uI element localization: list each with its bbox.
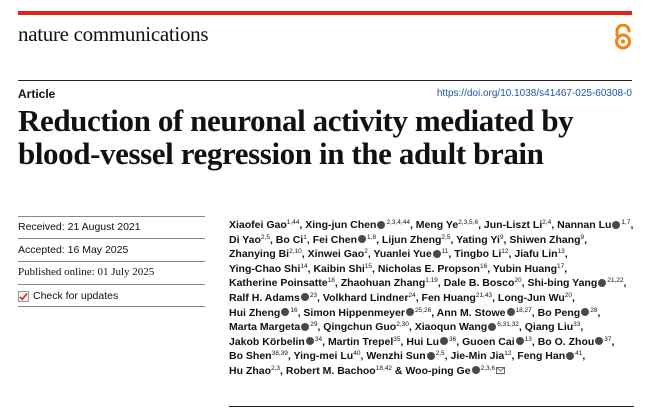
author-name[interactable] xyxy=(514,248,564,260)
author-name-text: Tingbo Li xyxy=(454,248,502,261)
author-name[interactable] xyxy=(462,336,532,348)
author-name-text: Long-Jun Wu xyxy=(497,291,565,304)
meta-divider xyxy=(18,284,205,285)
author-affiliation[interactable]: 21,22 xyxy=(607,277,624,285)
author-name[interactable] xyxy=(229,350,288,362)
author-name[interactable] xyxy=(444,277,522,289)
author-affiliation[interactable]: 18,42 xyxy=(375,364,393,372)
author-affiliation[interactable]: 1,8 xyxy=(367,233,377,241)
author-name-text: Hui Zheng xyxy=(229,306,281,319)
author-name[interactable] xyxy=(517,350,582,362)
author-affiliation[interactable]: 29 xyxy=(310,321,318,329)
check-updates-icon xyxy=(18,291,29,302)
author-name-text: Bo Ci xyxy=(275,233,304,246)
author-affiliation[interactable]: 35 xyxy=(393,335,401,343)
author-name[interactable] xyxy=(366,350,444,362)
author-name[interactable] xyxy=(498,292,572,304)
author-name-text: Meng Ye xyxy=(415,219,459,231)
author-name[interactable] xyxy=(456,234,503,246)
orcid-icon[interactable] xyxy=(612,221,620,229)
author-name-text: Bo Peng xyxy=(537,306,581,319)
open-access-icon[interactable] xyxy=(612,24,634,50)
orcid-icon[interactable] xyxy=(566,352,574,360)
author-affiliation[interactable]: 25,26 xyxy=(414,306,432,314)
author-name-text: Shiwen Zhang xyxy=(509,233,581,246)
author-name-text: Bo O. Zhou xyxy=(537,335,595,348)
orcid-icon[interactable] xyxy=(433,250,441,258)
author-name-text: Xiaoqun Wang xyxy=(414,321,488,334)
author-affiliation[interactable]: 2,5 xyxy=(435,350,445,358)
author-affiliation[interactable]: 16 xyxy=(290,306,298,314)
author-affiliation[interactable]: 16 xyxy=(479,262,488,270)
author-affiliation[interactable]: 37 xyxy=(604,335,612,343)
author-name[interactable] xyxy=(229,321,317,333)
orcid-icon[interactable] xyxy=(581,308,589,316)
author-affiliation[interactable]: 28 xyxy=(590,306,598,314)
author-name[interactable] xyxy=(323,292,416,304)
author-name-text: Kaibin Shi xyxy=(313,262,365,275)
author-affiliation[interactable]: 20 xyxy=(564,291,573,299)
author-name-text: Marta Margeta xyxy=(229,321,301,334)
meta-divider xyxy=(18,306,205,307)
author-name-text: Hui Lu xyxy=(406,335,440,348)
header-divider xyxy=(18,80,632,81)
author-name-text: Robert M. Bachoo xyxy=(285,364,376,377)
author-name[interactable] xyxy=(557,219,630,231)
author-name-text: Martin Trepel xyxy=(327,335,394,348)
author-name-text: Hu Zhao xyxy=(229,364,271,377)
author-affiliation[interactable]: 17 xyxy=(557,262,565,270)
author-name[interactable] xyxy=(229,365,280,377)
author-name[interactable] xyxy=(437,307,532,319)
orcid-icon[interactable] xyxy=(598,279,606,287)
author-affiliation[interactable]: 2,30 xyxy=(396,321,409,329)
author-name-text: Zhaohuan Zhang xyxy=(340,277,426,290)
author-affiliation[interactable]: 18,27 xyxy=(515,306,532,314)
journal-name[interactable]: nature communications xyxy=(18,22,209,46)
author-affiliation[interactable]: 40 xyxy=(353,350,361,358)
author-name[interactable] xyxy=(286,365,392,377)
author-affiliation[interactable]: 1,19 xyxy=(425,277,438,285)
author-affiliation[interactable]: 20 xyxy=(514,277,522,285)
author-affiliation[interactable]: 2,5 xyxy=(260,233,270,241)
author-affiliation[interactable]: 2,10 xyxy=(289,248,302,256)
author-name-text: Zhanying Bi xyxy=(229,248,290,261)
article-type-label: Article xyxy=(18,87,56,101)
author-name[interactable] xyxy=(422,292,493,304)
author-name[interactable] xyxy=(276,234,307,246)
author-name-text: Qingchun Guo xyxy=(323,321,397,334)
check-updates-label: Check for updates xyxy=(33,290,119,302)
accepted-date: Accepted: 16 May 2025 xyxy=(18,244,129,256)
author-name-text: Fen Huang xyxy=(421,291,476,304)
author-name-text: Yuanlei Yue xyxy=(373,248,432,261)
author-affiliation[interactable]: 2,3,4,44 xyxy=(386,219,410,226)
author-name-text: Fei Chen xyxy=(312,233,358,246)
author-name[interactable] xyxy=(229,292,317,304)
author-affiliation[interactable]: 2,5 xyxy=(441,233,451,241)
author-affiliation[interactable]: 41 xyxy=(575,350,583,358)
author-name[interactable] xyxy=(229,248,302,260)
author-affiliation[interactable]: 12 xyxy=(504,350,512,358)
author-name[interactable] xyxy=(229,263,308,275)
author-name-text: Lijun Zheng xyxy=(381,233,442,246)
author-name[interactable] xyxy=(229,307,298,319)
author-affiliation[interactable]: 21,43 xyxy=(475,291,493,299)
author-name[interactable] xyxy=(454,248,508,260)
author-affiliation[interactable]: 14 xyxy=(300,262,308,270)
author-name-text: Volkhard Lindner xyxy=(322,291,409,304)
author-name[interactable] xyxy=(305,219,410,231)
author-name-text: Feng Han xyxy=(517,350,566,363)
author-name[interactable] xyxy=(405,365,505,377)
author-name[interactable] xyxy=(538,307,598,319)
published-date: Published online: 01 July 2025 xyxy=(18,266,155,278)
author-name-text: Jiafu Lin xyxy=(514,248,558,261)
meta-divider xyxy=(18,261,205,262)
orcid-icon[interactable] xyxy=(301,293,309,301)
author-affiliation[interactable]: 33 xyxy=(573,321,581,329)
author-name-text: Jakob Körbelin xyxy=(229,335,305,348)
author-name[interactable] xyxy=(303,307,431,319)
author-name[interactable] xyxy=(308,248,368,260)
author-affiliation[interactable]: 2,3,5,6 xyxy=(458,219,479,226)
orcid-icon[interactable] xyxy=(406,308,414,316)
author-name-text: Jie-Min Jia xyxy=(450,350,505,363)
author-name[interactable] xyxy=(313,234,376,246)
orcid-icon[interactable] xyxy=(440,337,448,345)
author-name-text: Xinwei Gao xyxy=(307,248,365,261)
author-affiliation[interactable]: 1,44 xyxy=(286,219,300,226)
author-affiliation[interactable]: 6,31,32 xyxy=(497,321,519,329)
author-affiliation[interactable]: 2,3 xyxy=(271,364,281,372)
email-icon[interactable] xyxy=(496,367,505,374)
author-affiliation[interactable]: 18 xyxy=(327,277,335,285)
orcid-icon[interactable] xyxy=(377,221,385,229)
author-affiliation[interactable]: 23 xyxy=(309,291,318,299)
orcid-icon[interactable] xyxy=(358,235,366,243)
author-name-text: Yating Yi xyxy=(456,233,500,246)
orcid-icon[interactable] xyxy=(516,337,524,345)
author-name[interactable] xyxy=(527,277,623,289)
author-name[interactable] xyxy=(313,263,372,275)
orcid-icon[interactable] xyxy=(301,323,309,331)
author-name-text: Ann M. Stowe xyxy=(436,306,506,319)
author-name[interactable] xyxy=(538,336,612,348)
author-name[interactable] xyxy=(451,350,512,362)
orcid-icon[interactable] xyxy=(427,352,435,360)
author-affiliation[interactable]: 11 xyxy=(441,248,449,256)
orcid-icon[interactable] xyxy=(507,308,515,316)
author-name[interactable] xyxy=(382,234,451,246)
author-name[interactable] xyxy=(229,234,270,246)
meta-divider xyxy=(18,216,205,217)
author-name-text: Bo Shen xyxy=(229,350,272,363)
author-name-text: Katherine Poinsatte xyxy=(229,277,328,290)
author-name-text: Wenzhi Sun xyxy=(366,350,426,363)
author-list: Xiaofei Gao$^{1,44}$, Xing-jun Chen $^{2,3,4,44}$, Meng Ye$^{2,3,5,6}$, Jun-Liszt Li$^{2,4}$, Nannan Lu $^{1,7}$, Di Yao$^{2,5}$, Bo Ci$^1$, Fei Chen $^{1,8}$, Lijun Zheng$^{2,5}$, Yating Yi$^9$, Shiwen Zhang$^9$, Zhanying Bi$^{2,10}$, Xinwei Gao$^2$, Yuanlei Yue $^{11}$, Tingbo Li$^{12}$, Jiafu Lin$^{13}$, Ying-Chao Shi$^{14}$, Kaibin Shi$^{15}$, Nicholas E. Propson$^{16}$, Yubin Huang$^{17}$, Katherine Poinsatte$^{18}$, Zhaohuan Zhang$^{1,19}$, Dale B. Bosco$^{20}$, Shi-bing Yang $^{21,22}$, Ralf H. Adams $^{23}$, Volkhard Lindner$^{24}$, Fen Huang$^{21,43}$, Long-Jun Wu$^{20}$, Hui Zheng $^{16}$, Simon Hippenmeyer $^{25,26}$, Ann M. Stowe $^{18,27}$, Bo Peng $^{28}$, Marta Margeta $^{29}$, Qingchun Guo$^{2,30}$, Xiaoqun Wang $^{6,31,32}$, Qiang Liu$^{33}$, Jakob Körbelin $^{34}$, Martin Trepel$^{35}$, Hui Lu $^{36}$, Guoen Cai $^{13}$, Bo O. Zhou $^{37}$, Bo Shen$^{38,39}$, Ying-mei Lu$^{40}$, Wenzhi Sun $^{2,5}$, Jie-Min Jia$^{12}$, Feng Han $^{41}$, Hu Zhao$^{2,3}$, Robert M. Bachoo$^{18,42}$ & Woo-ping Ge $^{2,3,6}$ xyxy=(229,219,634,377)
author-affiliation[interactable]: 1,7 xyxy=(621,219,631,226)
author-affiliation[interactable]: 24 xyxy=(408,291,416,299)
article-title: Reduction of neuronal activity mediated by blood-vessel regression in the adult brain xyxy=(18,103,574,171)
orcid-icon[interactable] xyxy=(595,337,603,345)
author-name[interactable] xyxy=(415,321,519,333)
author-name-text: Guoen Cai xyxy=(462,335,515,348)
author-name-text: Dale B. Bosco xyxy=(443,277,515,290)
author-name-text: Woo-ping Ge xyxy=(405,364,471,377)
author-affiliation[interactable]: 2 xyxy=(364,248,368,256)
doi-link[interactable]: https://doi.org/10.1038/s41467-025-60308-0 xyxy=(436,88,632,99)
author-name-text: Xing-jun Chen xyxy=(305,219,377,231)
author-name-text: Di Yao xyxy=(229,233,261,246)
author-affiliation[interactable]: 2,3,6 xyxy=(480,364,496,372)
orcid-icon[interactable] xyxy=(306,337,314,345)
author-affiliation[interactable]: 13 xyxy=(524,335,532,343)
check-for-updates-button[interactable] xyxy=(18,290,118,302)
author-name[interactable] xyxy=(525,321,581,333)
author-name[interactable] xyxy=(229,336,322,348)
author-affiliation[interactable]: 34 xyxy=(314,335,323,343)
author-name[interactable] xyxy=(378,263,487,275)
author-name[interactable] xyxy=(323,321,409,333)
author-affiliation[interactable]: 15 xyxy=(364,262,373,270)
author-affiliation[interactable]: 9 xyxy=(499,233,504,241)
author-name-text: Ying-mei Lu xyxy=(293,350,354,363)
author-name[interactable] xyxy=(341,277,438,289)
author-name[interactable] xyxy=(373,248,448,260)
author-name-text: Ying-Chao Shi xyxy=(229,262,301,275)
author-affiliation[interactable]: 38,39 xyxy=(271,350,288,358)
author-name-text: Nannan Lu xyxy=(557,219,612,231)
author-affiliation[interactable]: 2,4 xyxy=(542,219,552,226)
author-name[interactable] xyxy=(328,336,401,348)
author-name[interactable] xyxy=(294,350,361,362)
author-name-text: Shi-bing Yang xyxy=(527,277,598,290)
author-name[interactable] xyxy=(484,219,551,231)
orcid-icon[interactable] xyxy=(281,308,289,316)
author-name[interactable] xyxy=(416,219,478,231)
author-name-text: Yubin Huang xyxy=(492,262,558,275)
author-affiliation[interactable]: 1 xyxy=(303,233,307,241)
author-affiliation[interactable]: 13 xyxy=(557,248,565,256)
author-name-text: Xiaofei Gao xyxy=(229,219,287,231)
author-name-text: Ralf H. Adams xyxy=(229,291,300,304)
orcid-icon[interactable] xyxy=(488,323,496,331)
orcid-icon[interactable] xyxy=(472,366,480,374)
author-name[interactable] xyxy=(229,277,335,289)
author-name-text: Nicholas E. Propson xyxy=(377,262,480,275)
author-name[interactable] xyxy=(406,336,456,348)
author-name[interactable] xyxy=(229,219,299,231)
author-affiliation[interactable]: 36 xyxy=(449,335,457,343)
author-affiliation[interactable]: 12 xyxy=(501,248,509,256)
author-name-text: Simon Hippenmeyer xyxy=(303,306,405,319)
author-name[interactable] xyxy=(493,263,564,275)
author-name[interactable] xyxy=(509,234,584,246)
author-name-text: Jun-Liszt Li xyxy=(483,219,543,231)
journal-accent-bar xyxy=(18,11,632,15)
author-divider xyxy=(229,406,634,407)
received-date: Received: 21 August 2021 xyxy=(18,221,141,233)
author-affiliation[interactable]: 9 xyxy=(580,233,585,241)
author-name-text: Qiang Liu xyxy=(524,321,574,334)
meta-divider xyxy=(18,238,205,239)
